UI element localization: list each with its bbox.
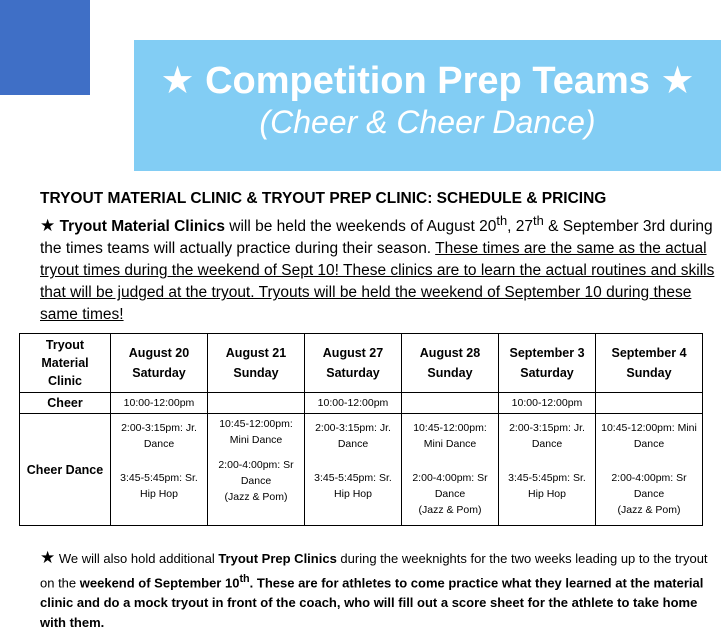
material-clinic-label: Tryout Material Clinics [59, 218, 225, 236]
decorative-square [0, 0, 90, 95]
table-cell: 10:45-12:00pm: Mini Dance 2:00-4:00pm: Sr Dance (Jazz & Pom) [402, 414, 499, 526]
table-cell [596, 393, 703, 414]
banner-title: ★ Competition Prep Teams ★ [160, 60, 695, 102]
table-corner-header: Tryout Material Clinic [20, 334, 111, 393]
para1-text: will be held the weekends of August 20 [224, 218, 497, 236]
table-header-cell: August 20 Saturday [111, 334, 208, 393]
table-header-cell: August 27 Saturday [305, 334, 402, 393]
para1-sup: th [496, 213, 508, 228]
table-cell [208, 393, 305, 414]
title-banner [134, 40, 721, 171]
table-header-cell: September 4 Sunday [596, 334, 703, 393]
table-header-row [20, 334, 703, 393]
table-cell: 10:00-12:00pm [499, 393, 596, 414]
para2-bold: . These are for athletes to come practice what they learned at the material clinic and do a mock tryout in front of the coach, who will fill out a score sheet for the athlete to take home with them. [40, 575, 704, 631]
para1-text: , 27 [507, 218, 534, 236]
schedule-table [19, 333, 703, 526]
para1-sup: th [533, 213, 544, 228]
section-heading: TRYOUT MATERIAL CLINIC & TRYOUT PREP CLINIC: SCHEDULE & PRICING [40, 190, 607, 207]
table-cell: 2:00-3:15pm: Jr. Dance 3:45-5:45pm: Sr. Hip Hop [111, 414, 208, 526]
row-label: Cheer [20, 393, 111, 414]
table-cell: 10:45-12:00pm: Mini Dance 2:00-4:00pm: Sr Dance (Jazz & Pom) [596, 414, 703, 526]
star-icon: ★ [40, 216, 56, 236]
para1-underlined: These times are the same as the actual tryout times during the weekend of Sept 10! These clinics are to learn the actual routines and skills that will be judged at the tryout. Tryouts will be held the weekend of September 10 during these same times! [40, 240, 715, 324]
table-cell [402, 393, 499, 414]
prep-clinic-label: Tryout Prep Clinics [218, 551, 337, 566]
table-cell: 10:00-12:00pm [111, 393, 208, 414]
table-row-cheer [20, 393, 703, 414]
para1-text: & September 3rd during the times teams will actually practice during their season. [40, 218, 713, 258]
table-cell: 10:00-12:00pm [305, 393, 402, 414]
para2-bold: weekend of September 10 [79, 575, 240, 591]
star-icon: ★ [40, 548, 56, 567]
para2-text: We will also hold additional [55, 551, 219, 566]
table-header-cell: September 3 Saturday [499, 334, 596, 393]
material-clinic-paragraph [40, 210, 718, 326]
row-label: Cheer Dance [20, 414, 111, 526]
table-header-cell: August 21 Sunday [208, 334, 305, 393]
para2-sup: th [239, 573, 250, 585]
para2-text: during the weeknights for the two weeks leading up to the tryout on the [40, 551, 708, 591]
table-cell: 2:00-3:15pm: Jr. Dance 3:45-5:45pm: Sr. Hip Hop [499, 414, 596, 526]
prep-clinic-paragraph [40, 548, 708, 633]
table-header-cell: August 28 Sunday [402, 334, 499, 393]
table-cell: 10:45-12:00pm: Mini Dance 2:00-4:00pm: Sr Dance (Jazz & Pom) [208, 414, 305, 526]
table-row-cheer-dance [20, 414, 703, 526]
banner-subtitle: (Cheer & Cheer Dance) [259, 104, 596, 140]
table-cell: 2:00-3:15pm: Jr. Dance 3:45-5:45pm: Sr. Hip Hop [305, 414, 402, 526]
